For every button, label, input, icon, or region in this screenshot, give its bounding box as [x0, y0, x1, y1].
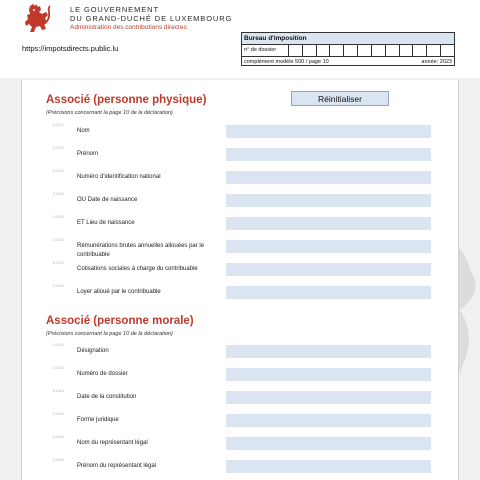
bureau-box — [241, 32, 455, 66]
dossier-cell[interactable] — [426, 45, 440, 56]
date-constitution-input[interactable] — [226, 391, 431, 404]
designation-input[interactable] — [226, 345, 431, 358]
loyer-input[interactable] — [226, 286, 431, 299]
nom-representant-input[interactable] — [226, 437, 431, 450]
forme-juridique-input[interactable] — [226, 414, 431, 427]
dossier-label: n° de dossier — [244, 47, 277, 53]
bureau-title: Bureau d'imposition — [242, 33, 454, 45]
field-code: 01201 — [53, 145, 65, 150]
complement-label: complément modèle 500 / page 10 — [244, 59, 329, 65]
form-row-remunerations — [22, 237, 458, 258]
luxembourg-lion-logo-icon — [22, 2, 52, 36]
field-label: Nom — [77, 128, 90, 134]
dossier-cell[interactable] — [329, 45, 343, 56]
date-naissance-input[interactable] — [226, 194, 431, 207]
numero-identification-input[interactable] — [226, 171, 431, 184]
field-label: Forme juridique — [77, 417, 119, 423]
field-label: Date de la constitution — [77, 394, 137, 400]
dossier-cell[interactable] — [343, 45, 357, 56]
dossier-cell[interactable] — [385, 45, 399, 56]
field-code: 01404 — [53, 411, 65, 416]
section-subtitle: (Précisions concernant la page 10 de la déclaration) — [46, 331, 173, 337]
form-row-date-naissance — [22, 191, 458, 208]
field-label: Cotisations sociales à charge du contribuable — [77, 266, 198, 272]
form-panel — [21, 80, 459, 480]
form-row-prenom — [22, 145, 458, 162]
field-code: 01504 — [53, 434, 65, 439]
reset-button[interactable]: Réinitialiser — [291, 91, 389, 106]
form-row-forme-juridique — [22, 411, 458, 428]
field-code: 01604 — [53, 457, 65, 462]
form-row-loyer — [22, 283, 458, 300]
form-row-cotisations — [22, 260, 458, 277]
field-code: 01501 — [53, 214, 65, 219]
field-label: Rémunérations brutes annuelles allouées par le contribuable — [77, 243, 205, 258]
field-code: 01304 — [53, 388, 65, 393]
cotisations-input[interactable] — [226, 263, 431, 276]
field-label: Nom du représentant légal — [77, 440, 148, 446]
government-name-line2: DU GRAND-DUCHÉ DE LUXEMBOURG — [70, 14, 233, 23]
section-subtitle: (Précisions concernant la page 10 de la déclaration) — [46, 110, 173, 116]
complement-row — [242, 57, 454, 67]
section-title-personne-morale: Associé (personne morale) — [46, 315, 194, 327]
form-row-prenom-representant — [22, 457, 458, 474]
site-url[interactable]: https://impotsdirects.public.lu — [22, 44, 119, 53]
lieu-naissance-input[interactable] — [226, 217, 431, 230]
field-code: 01401 — [53, 191, 65, 196]
field-label: Loyer alloué par le contribuable — [77, 289, 161, 295]
dossier-number-cells[interactable] — [288, 45, 454, 56]
government-name-line1: LE GOUVERNEMENT — [70, 5, 159, 14]
field-label: Prénom du représentant légal — [77, 463, 157, 469]
field-code: 01601 — [53, 237, 65, 242]
field-code: 01801 — [53, 283, 65, 288]
prenom-representant-input[interactable] — [226, 460, 431, 473]
dossier-cell[interactable] — [357, 45, 371, 56]
dossier-cell[interactable] — [288, 45, 302, 56]
dossier-row — [242, 45, 454, 57]
dossier-cell[interactable] — [412, 45, 426, 56]
page-header — [0, 0, 480, 78]
numero-dossier-input[interactable] — [226, 368, 431, 381]
remunerations-input[interactable] — [226, 240, 431, 253]
form-row-numero-identification — [22, 168, 458, 185]
field-label: Prénom — [77, 151, 99, 157]
form-row-nom-representant — [22, 434, 458, 451]
dossier-cell[interactable] — [371, 45, 385, 56]
field-label: OU Date de naissance — [77, 197, 138, 203]
prenom-input[interactable] — [226, 148, 431, 161]
field-code: 01301 — [53, 168, 65, 173]
nom-input[interactable] — [226, 125, 431, 138]
section-title-personne-physique: Associé (personne physique) — [46, 94, 207, 106]
form-row-lieu-naissance — [22, 214, 458, 231]
dossier-cell[interactable] — [399, 45, 413, 56]
field-code: 01701 — [53, 260, 65, 265]
dossier-cell[interactable] — [302, 45, 316, 56]
form-row-nom — [22, 122, 458, 139]
form-row-designation — [22, 342, 458, 359]
field-code: 01101 — [53, 122, 64, 127]
field-label: Numéro d'identification national — [77, 174, 161, 180]
field-label: Numéro de dossier — [77, 371, 128, 377]
year-label: année: 2023 — [421, 59, 452, 65]
dossier-cell[interactable] — [316, 45, 330, 56]
field-label: ET Lieu de naissance — [77, 220, 135, 226]
form-row-numero-dossier — [22, 365, 458, 382]
field-code: 01104 — [53, 342, 64, 347]
field-label: Désignation — [77, 348, 109, 354]
dossier-cell[interactable] — [440, 45, 454, 56]
form-row-date-constitution — [22, 388, 458, 405]
field-code: 01204 — [53, 365, 65, 370]
administration-name: Administration des contributions directes — [70, 24, 187, 31]
